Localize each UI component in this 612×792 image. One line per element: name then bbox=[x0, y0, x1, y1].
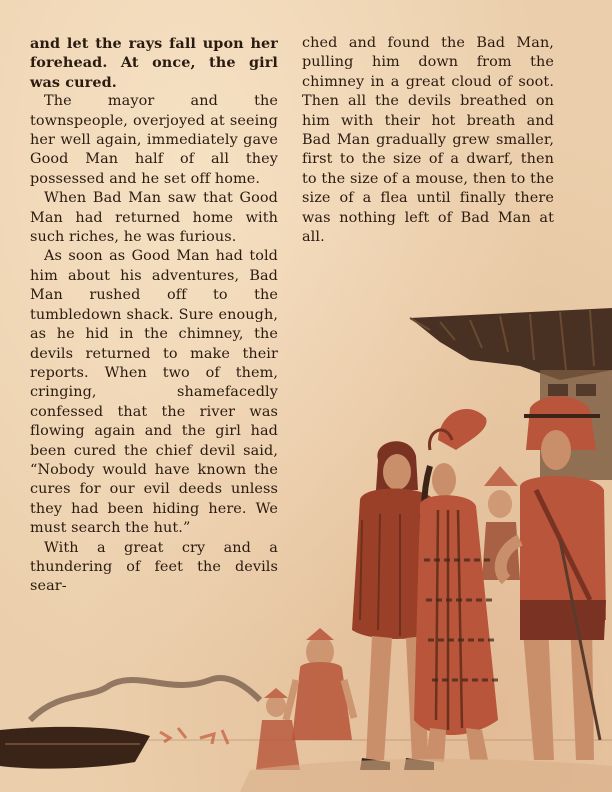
background-figure bbox=[286, 628, 354, 740]
story-illustration bbox=[0, 300, 612, 792]
paragraph: As soon as Good Man had told him about his adventures, Bad Man rushed off to the tumbledown shack. Sure enough, as he hid in the chimney, the devils returned to make their reports. When two of them, cringing, shamefacedly confessed that the river was flowing again and the girl had been cured the chief devil said, “Nobody would have known the cures for our evil deeds unless they had been hiding here. We must search the hut.” bbox=[30, 248, 278, 537]
paragraph: The mayor and the townspeople, overjoyed at seeing her well again, immediately gave Good Man half of all they possessed and he set off home. bbox=[30, 93, 278, 187]
distant-smoke bbox=[30, 678, 260, 720]
text-column-right bbox=[302, 34, 554, 247]
woman-with-headdress bbox=[414, 409, 498, 762]
illustration-svg bbox=[0, 300, 612, 792]
paragraph: With a great cry and a thundering of feet the devils sear- bbox=[30, 539, 278, 595]
paragraph: When Bad Man saw that Good Man had returned home with such riches, he was furious. bbox=[30, 190, 278, 246]
boat bbox=[0, 727, 150, 769]
thatched-roof bbox=[410, 308, 612, 380]
red-marks bbox=[160, 728, 228, 744]
paragraph: and let the rays fall upon her forehead. At once, the girl was cured. bbox=[30, 35, 278, 91]
paragraph: ched and found the Bad Man, pulling him down from the chimney in a great cloud of soot. Then all the devils breathed on him with their hot breath and Bad Man gradually grew smaller, first to the size of a dwarf, then to the size of a mouse, then to the size of a flea until finally there was nothing left of Bad Man at all. bbox=[302, 35, 554, 246]
